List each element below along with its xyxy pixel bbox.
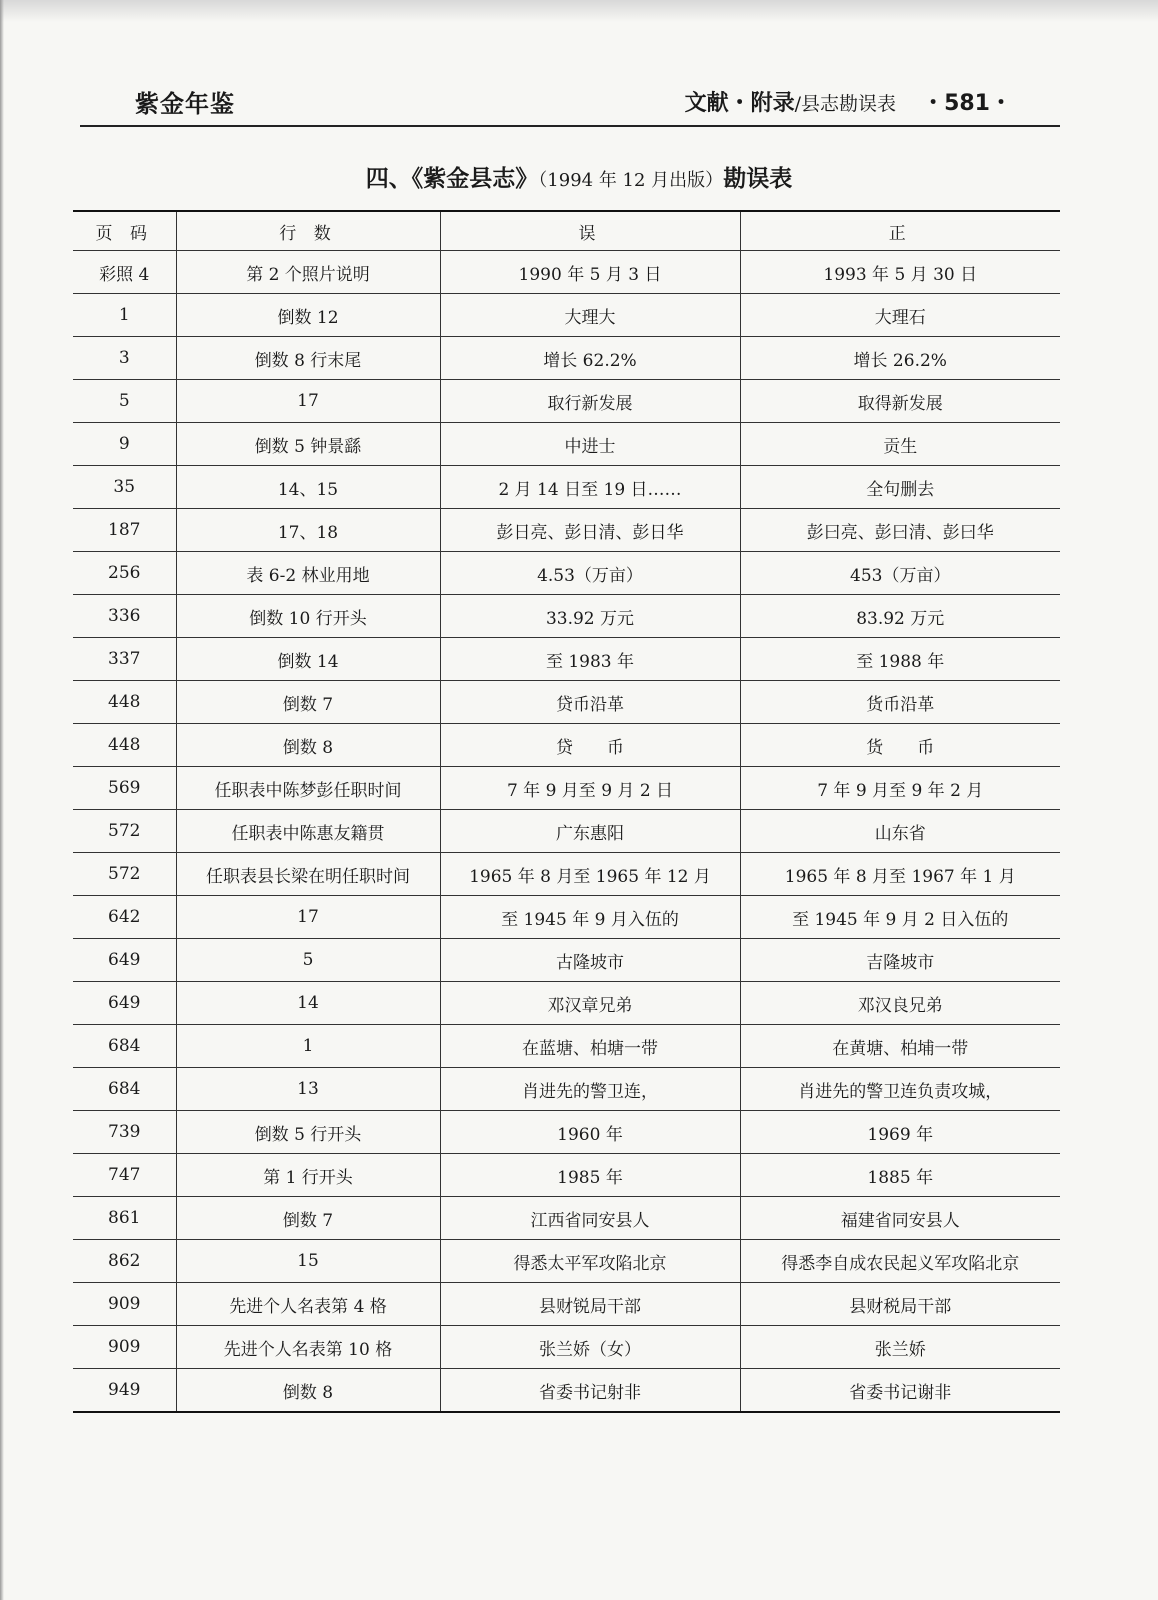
cell-page: 256 xyxy=(73,552,176,595)
cell-wrong: 1990 年 5 月 3 日 xyxy=(440,251,740,294)
cell-wrong: 中进士 xyxy=(440,423,740,466)
table-row xyxy=(73,380,1060,423)
cell-correct: 1993 年 5 月 30 日 xyxy=(740,251,1060,294)
table-row xyxy=(73,1197,1060,1240)
cell-page: 35 xyxy=(73,466,176,509)
cell-line: 17 xyxy=(176,380,440,423)
cell-line: 任职表县长梁在明任职时间 xyxy=(176,853,440,896)
errata-table xyxy=(73,210,1060,1413)
cell-line: 表 6-2 林业用地 xyxy=(176,552,440,595)
cell-line: 17、18 xyxy=(176,509,440,552)
cell-page: 684 xyxy=(73,1025,176,1068)
cell-line: 1 xyxy=(176,1025,440,1068)
cell-line: 13 xyxy=(176,1068,440,1111)
cell-wrong: 取行新发展 xyxy=(440,380,740,423)
cell-correct: 邓汉良兄弟 xyxy=(740,982,1060,1025)
table-row xyxy=(73,595,1060,638)
cell-line: 14、15 xyxy=(176,466,440,509)
cell-wrong: 贷币沿革 xyxy=(440,681,740,724)
page-title xyxy=(0,160,1158,193)
cell-page: 187 xyxy=(73,509,176,552)
cell-line: 倒数 14 xyxy=(176,638,440,681)
table-row xyxy=(73,638,1060,681)
cell-page: 909 xyxy=(73,1326,176,1369)
cell-correct: 省委书记谢非 xyxy=(740,1369,1060,1413)
cell-line: 倒数 5 钟景繇 xyxy=(176,423,440,466)
cell-wrong: 在蓝塘、柏塘一带 xyxy=(440,1025,740,1068)
cell-correct: 取得新发展 xyxy=(740,380,1060,423)
cell-page: 336 xyxy=(73,595,176,638)
scan-top-shadow xyxy=(0,0,1158,22)
cell-correct: 张兰娇 xyxy=(740,1326,1060,1369)
cell-correct: 全句删去 xyxy=(740,466,1060,509)
cell-page: 642 xyxy=(73,896,176,939)
cell-correct: 贡生 xyxy=(740,423,1060,466)
cell-page: 572 xyxy=(73,810,176,853)
cell-wrong: 至 1945 年 9 月入伍的 xyxy=(440,896,740,939)
cell-correct: 在黄塘、柏埔一带 xyxy=(740,1025,1060,1068)
cell-line: 倒数 12 xyxy=(176,294,440,337)
cell-correct: 货币沿革 xyxy=(740,681,1060,724)
table-row xyxy=(73,337,1060,380)
table-row xyxy=(73,552,1060,595)
cell-wrong: 广东惠阳 xyxy=(440,810,740,853)
cell-wrong: 7 年 9 月至 9 月 2 日 xyxy=(440,767,740,810)
cell-page: 9 xyxy=(73,423,176,466)
cell-line: 第 1 行开头 xyxy=(176,1154,440,1197)
table-row xyxy=(73,423,1060,466)
cell-wrong: 增长 62.2% xyxy=(440,337,740,380)
cell-correct: 得悉李自成农民起义军攻陷北京 xyxy=(740,1240,1060,1283)
cell-page: 739 xyxy=(73,1111,176,1154)
cell-correct: 至 1988 年 xyxy=(740,638,1060,681)
table-row xyxy=(73,294,1060,337)
table-row xyxy=(73,1068,1060,1111)
cell-line: 任职表中陈惠友籍贯 xyxy=(176,810,440,853)
table-row xyxy=(73,1025,1060,1068)
cell-wrong: 肖进先的警卫连， xyxy=(440,1068,740,1111)
cell-page: 949 xyxy=(108,1380,141,1400)
subsection-name: /县志勘误表 xyxy=(794,93,897,115)
scan-left-edge xyxy=(0,0,4,1600)
cell-page: 862 xyxy=(73,1240,176,1283)
cell-wrong: 省委书记射非 xyxy=(440,1369,740,1413)
table-row xyxy=(73,1240,1060,1283)
page-header xyxy=(80,84,1060,128)
page-number: ・581・ xyxy=(922,91,1012,116)
cell-page: 909 xyxy=(73,1283,176,1326)
cell-wrong: 彭日亮、彭日清、彭日华 xyxy=(440,509,740,552)
table-row xyxy=(73,251,1060,294)
cell-wrong: 贷 币 xyxy=(440,724,740,767)
cell-line: 先进个人名表第 4 格 xyxy=(176,1283,440,1326)
header-correct: 正 xyxy=(740,211,1060,251)
table-row xyxy=(73,939,1060,982)
cell-correct: 7 年 9 月至 9 年 2 月 xyxy=(740,767,1060,810)
table-row xyxy=(73,1111,1060,1154)
cell-page: 彩照 4 xyxy=(73,251,176,294)
cell-line: 5 xyxy=(176,939,440,982)
header-rule xyxy=(80,125,1060,127)
cell-page: 569 xyxy=(73,767,176,810)
header-page: 页 码 xyxy=(73,211,176,251)
cell-page: 747 xyxy=(73,1154,176,1197)
cell-page: 572 xyxy=(73,853,176,896)
cell-line: 14 xyxy=(176,982,440,1025)
cell-wrong: 古隆坡市 xyxy=(440,939,740,982)
cell-correct: 1885 年 xyxy=(740,1154,1060,1197)
table-row xyxy=(73,982,1060,1025)
cell-correct: 增长 26.2% xyxy=(740,337,1060,380)
table-row xyxy=(73,1326,1060,1369)
cell-correct: 福建省同安县人 xyxy=(740,1197,1060,1240)
cell-line: 第 2 个照片说明 xyxy=(176,251,440,294)
cell-correct: 彭曰亮、彭曰清、彭曰华 xyxy=(740,509,1060,552)
table-row xyxy=(73,767,1060,810)
cell-line: 倒数 5 行开头 xyxy=(176,1111,440,1154)
cell-wrong: 2 月 14 日至 19 日…… xyxy=(440,466,740,509)
cell-page: 684 xyxy=(73,1068,176,1111)
section-heading xyxy=(685,86,1012,117)
cell-correct: 至 1945 年 9 月 2 日入伍的 xyxy=(740,896,1060,939)
title-suffix: 勘误表 xyxy=(723,166,793,192)
cell-wrong: 1960 年 xyxy=(440,1111,740,1154)
table-row xyxy=(73,509,1060,552)
table-row xyxy=(73,1369,1060,1413)
cell-wrong: 1985 年 xyxy=(440,1154,740,1197)
cell-line: 倒数 8 xyxy=(176,1369,440,1413)
header-wrong: 误 xyxy=(440,211,740,251)
cell-correct: 453（万亩） xyxy=(740,552,1060,595)
cell-line: 倒数 8 xyxy=(176,724,440,767)
cell-line: 17 xyxy=(176,896,440,939)
cell-correct: 大理石 xyxy=(740,294,1060,337)
cell-correct: 1965 年 8 月至 1967 年 1 月 xyxy=(740,853,1060,896)
cell-correct: 83.92 万元 xyxy=(740,595,1060,638)
cell-wrong: 得悉太平军攻陷北京 xyxy=(440,1240,740,1283)
cell-page: 448 xyxy=(73,681,176,724)
cell-wrong: 33.92 万元 xyxy=(440,595,740,638)
cell-page: 5 xyxy=(73,380,176,423)
cell-line: 倒数 7 xyxy=(176,681,440,724)
table-row xyxy=(73,810,1060,853)
table-row xyxy=(73,681,1060,724)
title-edition-note: （1994 年 12 月出版） xyxy=(538,170,724,191)
cell-page: 3 xyxy=(73,337,176,380)
cell-line: 15 xyxy=(176,1240,440,1283)
cell-page: 1 xyxy=(73,294,176,337)
section-name: 文献・附录 xyxy=(684,91,795,116)
cell-wrong: 1965 年 8 月至 1965 年 12 月 xyxy=(440,853,740,896)
cell-wrong: 张兰娇（女） xyxy=(440,1326,740,1369)
header-line: 行 数 xyxy=(176,211,440,251)
book-title: 紫金年鉴 xyxy=(135,90,235,118)
cell-correct: 货 币 xyxy=(740,724,1060,767)
cell-line: 任职表中陈梦彭任职时间 xyxy=(176,767,440,810)
cell-correct: 1969 年 xyxy=(740,1111,1060,1154)
table-row xyxy=(73,724,1060,767)
cell-wrong: 4.53（万亩） xyxy=(440,552,740,595)
cell-page: 649 xyxy=(73,982,176,1025)
table-row xyxy=(73,466,1060,509)
cell-correct: 县财税局干部 xyxy=(740,1283,1060,1326)
cell-correct: 山东省 xyxy=(740,810,1060,853)
table-row xyxy=(73,853,1060,896)
cell-wrong: 大理大 xyxy=(440,294,740,337)
cell-line: 倒数 10 行开头 xyxy=(176,595,440,638)
cell-line: 倒数 8 行末尾 xyxy=(176,337,440,380)
cell-page: 448 xyxy=(73,724,176,767)
table-header-row xyxy=(73,211,1060,251)
title-prefix: 四、《紫金县志》 xyxy=(365,166,539,192)
cell-page: 649 xyxy=(73,939,176,982)
cell-wrong: 邓汉章兄弟 xyxy=(440,982,740,1025)
errata-table-body xyxy=(73,251,1060,1413)
table-row xyxy=(73,896,1060,939)
cell-page: 337 xyxy=(73,638,176,681)
cell-line: 先进个人名表第 10 格 xyxy=(176,1326,440,1369)
cell-correct: 肖进先的警卫连负责攻城， xyxy=(740,1068,1060,1111)
cell-page: 861 xyxy=(73,1197,176,1240)
cell-line: 倒数 7 xyxy=(176,1197,440,1240)
table-row xyxy=(73,1154,1060,1197)
cell-wrong: 江西省同安县人 xyxy=(440,1197,740,1240)
cell-wrong: 县财锐局干部 xyxy=(440,1283,740,1326)
cell-wrong: 至 1983 年 xyxy=(440,638,740,681)
table-row xyxy=(73,1283,1060,1326)
cell-correct: 吉隆坡市 xyxy=(740,939,1060,982)
